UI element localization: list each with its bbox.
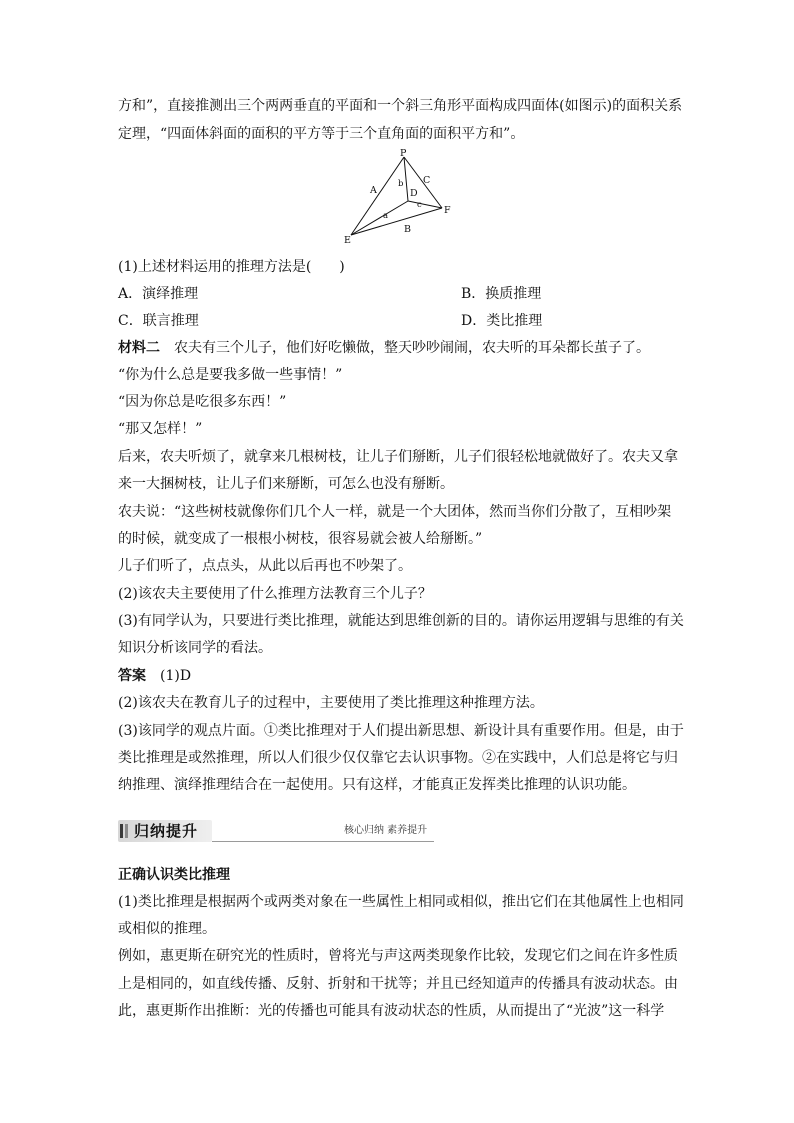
label-d: D (410, 188, 418, 199)
label-e: E (344, 235, 351, 246)
material-2-line-1 (118, 339, 680, 357)
paragraph-3-line-2: 的时候，就变成了一根根小树枝，很容易就会被人给掰断。” (118, 531, 483, 547)
options-row-1 (118, 285, 680, 303)
summary-p1-line-2: 或相似的推理。 (118, 921, 216, 937)
summary-p2-line-2: 上是相同的，如直线传播、反射、折射和干扰等；并且已经知道声的传播具有波动状态。由 (118, 976, 678, 992)
section-bar-icon (120, 824, 123, 838)
quote-1: “你为什么总是要我多做一些事情！” (118, 367, 343, 383)
answer-2: (2)该农夫在教育儿子的过程中，主要使用了类比推理这种推理方法。 (118, 695, 544, 711)
answer-3-line-2: 类比推理是或然推理，所以人们很少仅仅靠它去认识事物。②在实践中，人们总是将它与归 (118, 750, 678, 766)
label-a-upper: A (370, 185, 377, 196)
intro-line-2: 定理，“四面体斜面的面积的平方等于三个直角面的面积平方和”。 (118, 126, 525, 142)
material-2-text: 农夫有三个儿子，他们好吃懒做，整天吵吵闹闹，农夫听的耳朵都长茧子了。 (160, 340, 650, 356)
label-b-lower: b (398, 179, 404, 189)
option-d: D．类比推理 (461, 313, 543, 329)
summary-heading: 正确认识类比推理 (118, 867, 230, 883)
material-2-label: 材料二 (118, 340, 160, 356)
question-1-stem: (1)上述材料运用的推理方法是( ) (118, 259, 345, 275)
section-badge (118, 820, 212, 842)
question-3-line-1: (3)有同学认为，只要进行类比推理，就能达到思维创新的目的。请你运用逻辑与思维的有关 (118, 613, 684, 629)
section-header (118, 820, 434, 844)
quote-3: “那又怎样！” (118, 421, 203, 437)
options-row-2 (118, 312, 680, 330)
answer-line-1 (118, 667, 680, 685)
section-title: 归纳提升 (134, 822, 199, 840)
intro-line-1: 方和”，直接推测出三个两两垂直的平面和一个斜三角形平面构成四面体(如图示)的面积关系 (118, 98, 683, 114)
quote-2: “因为你总是吃很多东西！” (118, 394, 287, 410)
section-rule (212, 841, 434, 842)
question-2: (2)该农夫主要使用了什么推理方法教育三个儿子？ (118, 586, 432, 602)
summary-p2-line-1: 例如，惠更斯在研究光的性质时，曾将光与声这两类现象作比较，发现它们之间在许多性质 (118, 948, 678, 964)
option-a: A．演绎推理 (118, 286, 199, 302)
paragraph-2-line-1: 后来，农夫听烦了，就拿来几根树枝，让儿子们掰断，儿子们很轻松地就做好了。农夫又拿 (118, 449, 678, 465)
paragraph-3-line-1: 农夫说：“这些树枝就像你们几个人一样，就是一个大团体，然而当你们分散了，互相吵架 (118, 504, 672, 520)
label-c-upper: C (423, 175, 431, 186)
tetrahedron-figure (338, 146, 458, 248)
section-subtitle: 核心归纳 素养提升 (344, 825, 428, 836)
label-p: P (400, 148, 407, 159)
summary-p1-line-1: (1)类比推理是根据两个或两类对象在一些属性上相同或相似，推出它们在其他属性上也相同 (118, 894, 684, 910)
section-bar-icon-2 (125, 824, 128, 838)
label-c-lower: c (417, 200, 422, 210)
label-a-lower: a (383, 211, 389, 221)
option-b: B．换质推理 (461, 286, 542, 302)
label-b-upper: B (404, 224, 411, 235)
label-f: F (444, 205, 451, 216)
summary-p2-line-3: 此，惠更斯作出推断：光的传播也可能具有波动状态的性质，从而提出了“光波”这一科学 (118, 1003, 665, 1019)
option-c: C．联言推理 (118, 313, 199, 329)
paragraph-4: 儿子们听了，点点头，从此以后再也不吵架了。 (118, 558, 412, 574)
question-3-line-2: 知识分析该同学的看法。 (118, 640, 272, 656)
answer-3-line-3: 纳推理、演绎推理结合在一起使用。只有这样，才能真正发挥类比推理的认识功能。 (118, 777, 636, 793)
answer-label: 答案 (118, 668, 146, 684)
paragraph-2-line-2: 来一大捆树枝，让儿子们来掰断，可怎么也没有掰断。 (118, 476, 454, 492)
answer-3-line-1: (3)该同学的观点片面。①类比推理对于人们提出新思想、新设计具有重要作用。但是，由于 (118, 723, 684, 739)
answer-1: (1)D (146, 668, 192, 684)
